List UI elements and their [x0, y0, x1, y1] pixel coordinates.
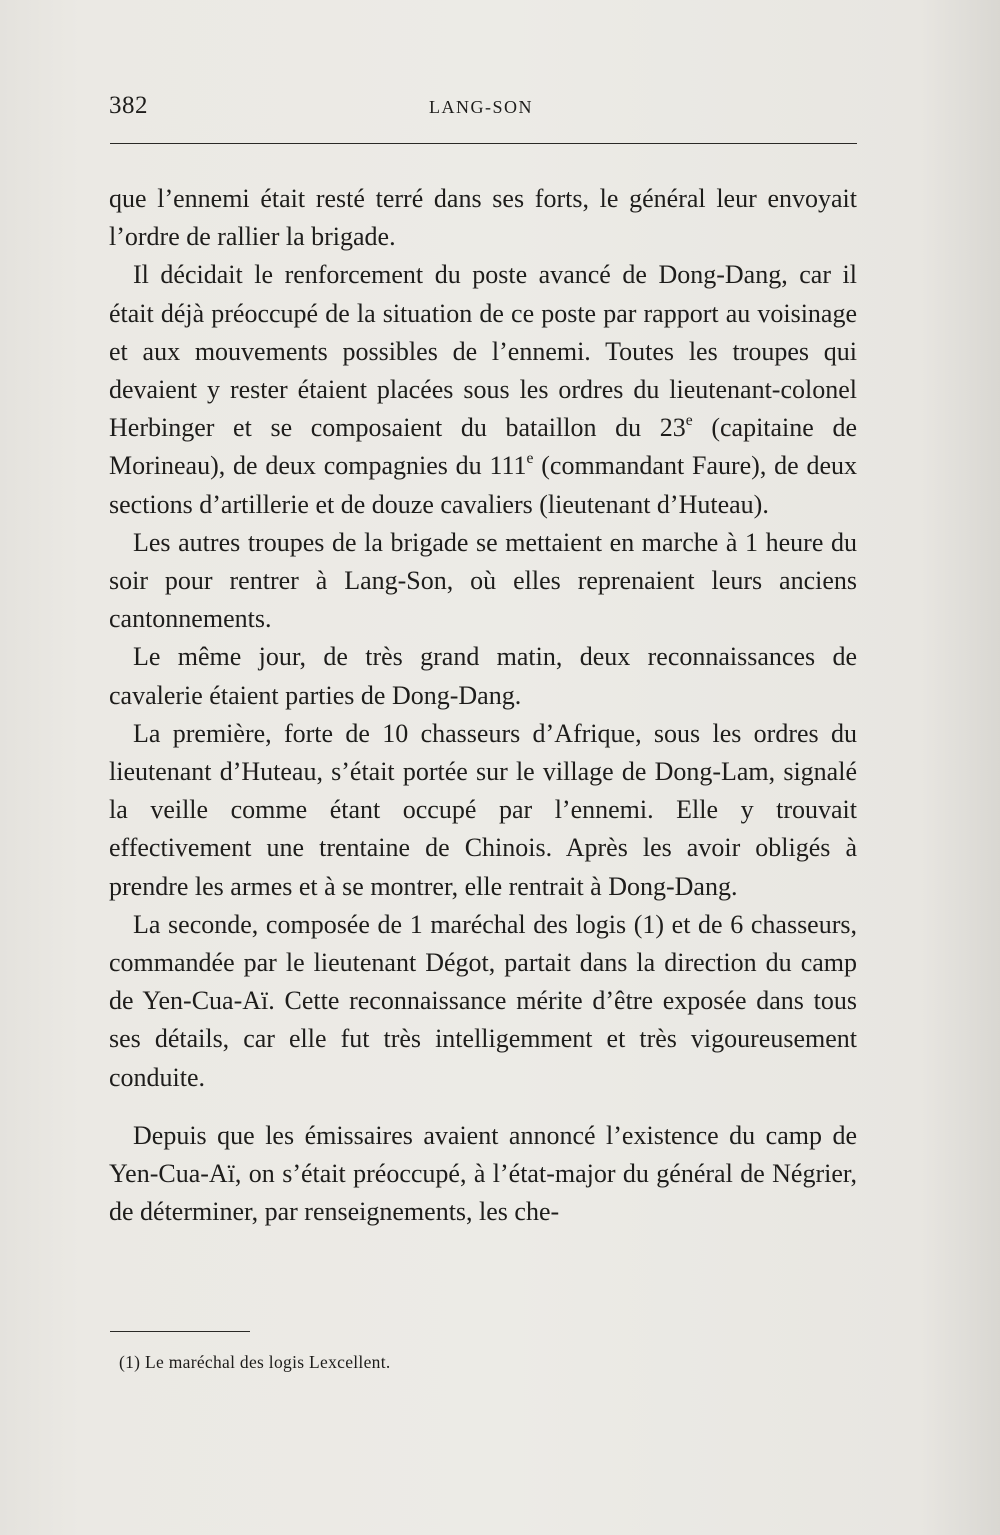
paragraph: La seconde, composée de 1 maréchal des logis (1) et de 6 chasseurs, commandée par le lieutenant Dégot, partait dans la direction du camp de Yen-Cua-Aï. Cette reconnaissance mérite d’être exposée dans tous ses détails, car elle fut très intelligemment et très vigoureusement conduite.: [109, 909, 857, 1092]
paragraph-text: (commandant Faure), de deux sections d’artillerie et de douze cavaliers (lieutenant d’Huteau).: [109, 451, 857, 519]
running-head: LANG-SON: [429, 97, 533, 117]
paragraph: La première, forte de 10 chasseurs d’Afrique, sous les ordres du lieutenant d’Huteau, s’était portée sur le village de Dong-Lam, signalé la veille comme étant occupé par l’ennemi. Elle y trouvait effectivement une trentaine de Chinois. Après les avoir obligés à prendre les armes et à se montrer, elle rentrait à Dong-Dang.: [109, 718, 857, 901]
footnote: (1) Le maréchal des logis Lexcellent.: [119, 1352, 391, 1372]
body-text: [109, 180, 857, 1231]
ordinal-suffix: e: [526, 450, 534, 468]
footnote-rule: [110, 1331, 250, 1332]
ordinal-suffix: e: [685, 412, 693, 430]
paragraph: Le même jour, de très grand matin, deux reconnaissances de cavalerie étaient parties de Dong-Dang.: [109, 642, 857, 710]
page-header: [109, 92, 857, 122]
paragraph: que l’ennemi était resté terré dans ses forts, le général leur envoyait l’ordre de rallier la brigade.: [109, 184, 857, 252]
paragraph: Les autres troupes de la brigade se mettaient en marche à 1 heure du soir pour rentrer à Lang-Son, où elles reprenaient leurs anciens cantonnements.: [109, 527, 857, 634]
paragraph: [109, 256, 857, 523]
ordinal-number: 23: [659, 413, 686, 443]
header-rule: [110, 143, 857, 144]
paragraph-text: (capitaine de Morineau), de deux compagnies du 111: [109, 413, 858, 481]
page-number: 382: [109, 92, 148, 119]
paragraph-text: Il décidait le renforcement du poste avancé de Dong-Dang, car il était déjà préoccupé de la situation de ce poste par rapport au voisinage et aux mouvements possibles de l’ennemi. Toutes les troupes qui devaient y rester étaient placées sous les ordres du lieutenant-colonel Herbinger et se composaient du bataillon du: [109, 260, 857, 443]
paragraph: Depuis que les émissaires avaient annoncé l’existence du camp de Yen-Cua-Aï, on s’était préoccupé, à l’état-major du général de Négrier, de déterminer, par renseignements, les che-: [109, 1120, 857, 1227]
